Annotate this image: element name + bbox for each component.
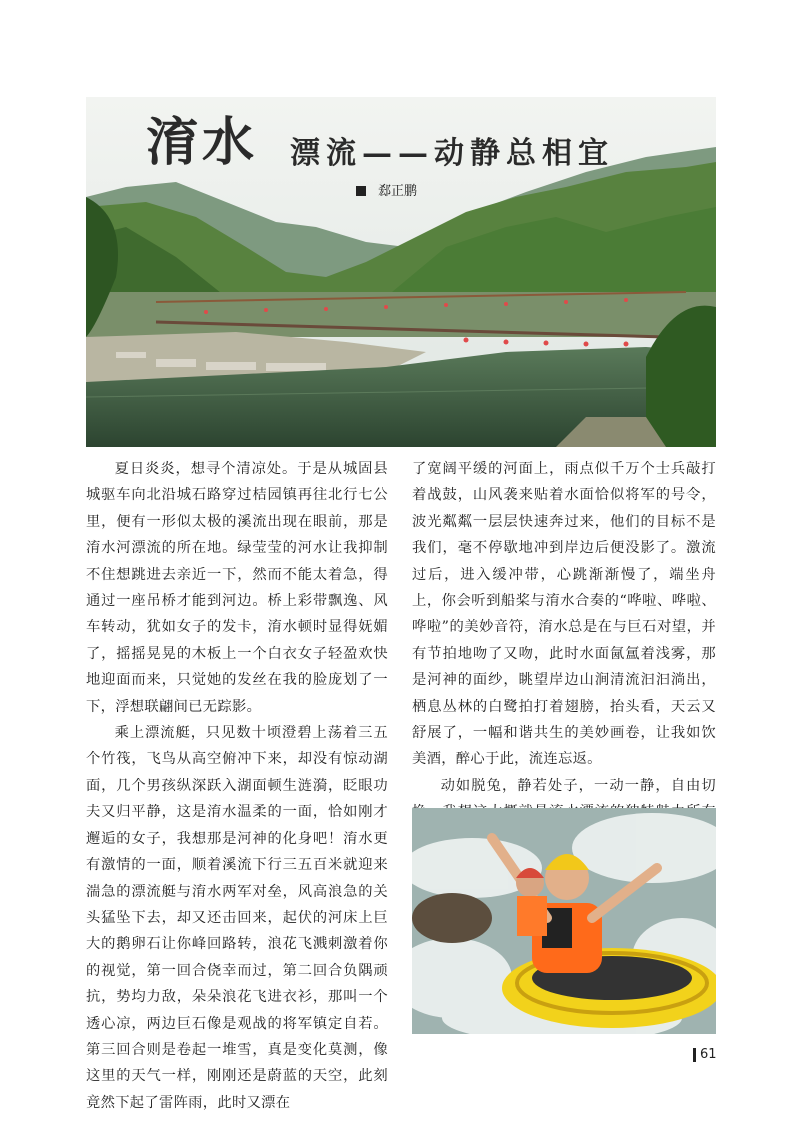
paragraph-continuation: 了宽阔平缓的河面上，雨点似千万个士兵敲打着战鼓，山风袭来贴着水面恰似将军的号令，波光粼粼一层层快速奔过来，他们的目标不是我们，毫不停歇地冲到岸边后便没影了。激流过后，进入缓冲带，心跳渐渐慢了，端坐舟上，你会听到船桨与淯水合奏的“哗啦、哗啦、哗啦”的美妙音符，淯水总是在与巨石对望，并有节拍地吻了又吻，此时水面氤氲着浅雾，那是河神的面纱，眺望岸边山涧清流汩汩淌出，栖息丛林的白鹭拍打着翅膀，抬头看，天云又舒展了，一幅和谐共生的美妙画卷，让我如饮美酒，醉心于此，流连忘返。 [412, 461, 716, 768]
author-line [356, 180, 417, 199]
page-number: 61 [693, 1048, 717, 1062]
article-title-sub: 漂流——动静总相宜 [290, 136, 614, 171]
square-bullet-icon [356, 186, 366, 196]
right-column [412, 456, 716, 852]
left-column [86, 456, 388, 1116]
paragraph: 动如脱兔，静若处子，一动一静，自由切 [440, 777, 716, 794]
author-name: 郄正鹏 [378, 184, 418, 199]
paragraph: 乘上漂流艇，只见数十顷澄碧上荡着三五个竹筏，飞鸟从高空俯冲下来，却没有惊动湖面，几个男孩纵深跃入湖面顿生涟漪，眨眼功夫又归平静，这是淯水温柔的一面，恰如刚才邂逅的女子，我想那是河神的化身吧！淯水更有激情的一面，顺着溪流下行三五百米就迎来湍急的漂流艇与淯水两军对垒，风高浪急的关头猛坠下去，却又还击回来，起伏的河床上巨大的鹅卵石让你峰回路转，浪花飞溅刺激着你的视觉，第一回合侥幸而过，第二回合负隅顽抗，势均力敌，朵朵浪花飞进衣衫，那叫一个透心凉，两边巨石像是观战的将军镇定自若。第三回合则是卷起一堆雪，真是变化莫测，像这里的天气一样，刚刚还是蔚蓝的天空，此刻竟然下起了雷阵雨，此时又漂在 [86, 725, 388, 1111]
rafting-photo [412, 808, 716, 1034]
paragraph: 夏日炎炎，想寻个清凉处。于是从城固县城驱车向北沿城石路穿过桔园镇再往北行七公里，便有一形似太极的溪流出现在眼前，那是淯水河漂流的所在地。绿莹莹的河水让我抑制不住想跳进去亲近一下，然而不能太着急，得通过一座吊桥才能到河边。桥上彩带飘逸、风车转动，犹如女子的发卡，淯水顿时显得妩媚了，摇摇晃晃的木板上一个白衣女子轻盈欢快地迎面而来，只觉她的发丝在我的脸庞划了一下，浮想联翩间已无踪影。 [86, 461, 388, 715]
article-title-main: 淯水 [146, 112, 259, 173]
